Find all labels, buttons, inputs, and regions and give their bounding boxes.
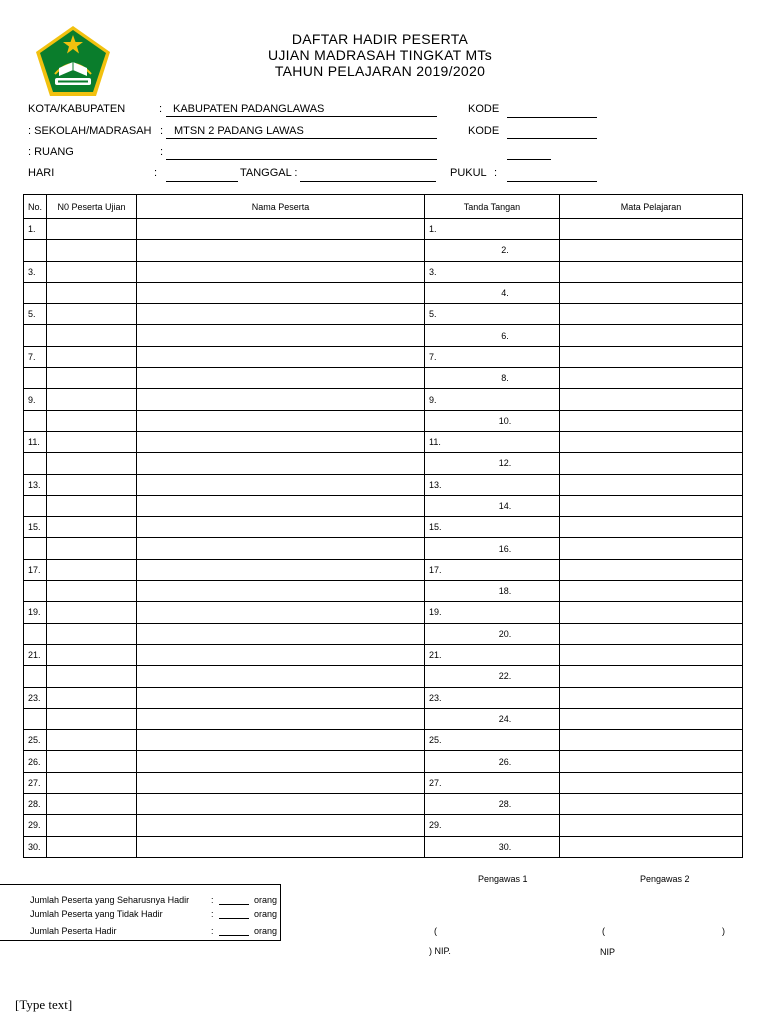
cell-tanda-tangan: 7. <box>425 346 560 367</box>
cell-no-peserta <box>47 219 137 240</box>
cell-no: 30. <box>24 836 47 857</box>
summary-absent-blank <box>219 909 249 919</box>
cell-mata-pelajaran <box>560 219 743 240</box>
cell-tanda-tangan: 27. <box>425 772 560 793</box>
cell-tanda-tangan: 9. <box>425 389 560 410</box>
cell-nama-peserta <box>137 368 425 389</box>
cell-mata-pelajaran <box>560 708 743 729</box>
cell-no: 28. <box>24 794 47 815</box>
cell-tanda-tangan: 3. <box>425 261 560 282</box>
pukul-field-line <box>507 181 597 182</box>
kode1-field-line <box>507 117 597 118</box>
kota-field-line <box>166 116 437 117</box>
summary-absent-colon: : <box>211 909 214 919</box>
cell-tanda-tangan: 1. <box>425 219 560 240</box>
cell-no: 23. <box>24 687 47 708</box>
cell-no <box>24 623 47 644</box>
cell-tanda-tangan: 24. <box>425 708 560 729</box>
cell-no-peserta <box>47 346 137 367</box>
header-no: No. <box>24 195 47 219</box>
pengawas-2-label: Pengawas 2 <box>640 874 690 884</box>
pengawas-1-nip: ) NIP. <box>429 946 451 956</box>
table-row <box>24 538 743 559</box>
cell-tanda-tangan: 13. <box>425 474 560 495</box>
cell-tanda-tangan: 6. <box>425 325 560 346</box>
cell-tanda-tangan: 12. <box>425 453 560 474</box>
kota-label: KOTA/KABUPATEN <box>28 103 126 115</box>
cell-mata-pelajaran <box>560 836 743 857</box>
summary-present-colon: : <box>211 926 214 936</box>
table-row <box>24 730 743 751</box>
cell-nama-peserta <box>137 623 425 644</box>
table-row <box>24 410 743 431</box>
cell-no-peserta <box>47 602 137 623</box>
kota-value: KABUPATEN PADANGLAWAS <box>173 103 325 115</box>
kode1-label: KODE <box>468 103 500 115</box>
cell-nama-peserta <box>137 772 425 793</box>
table-row <box>24 389 743 410</box>
summary-row-present <box>0 926 280 938</box>
cell-mata-pelajaran <box>560 453 743 474</box>
sekolah-field-line <box>166 138 437 139</box>
table-row <box>24 495 743 516</box>
cell-nama-peserta <box>137 602 425 623</box>
cell-no-peserta <box>47 389 137 410</box>
cell-tanda-tangan: 30. <box>425 836 560 857</box>
cell-nama-peserta <box>137 517 425 538</box>
cell-no <box>24 453 47 474</box>
cell-nama-peserta <box>137 815 425 836</box>
header-tanda-tangan: Tanda Tangan <box>425 195 560 219</box>
cell-no: 7. <box>24 346 47 367</box>
kota-colon: : <box>159 103 163 115</box>
header-nama-peserta: Nama Peserta <box>137 195 425 219</box>
table-row <box>24 431 743 452</box>
cell-nama-peserta <box>137 836 425 857</box>
cell-no: 5. <box>24 304 47 325</box>
table-row <box>24 815 743 836</box>
cell-no-peserta <box>47 261 137 282</box>
kemenag-emblem-icon <box>33 24 113 98</box>
cell-tanda-tangan: 4. <box>425 282 560 303</box>
cell-mata-pelajaran <box>560 368 743 389</box>
cell-mata-pelajaran <box>560 431 743 452</box>
cell-nama-peserta <box>137 559 425 580</box>
pengawas-1-label: Pengawas 1 <box>478 874 528 884</box>
cell-no-peserta <box>47 538 137 559</box>
cell-mata-pelajaran <box>560 474 743 495</box>
table-row <box>24 474 743 495</box>
table-row <box>24 836 743 857</box>
cell-nama-peserta <box>137 240 425 261</box>
cell-nama-peserta <box>137 431 425 452</box>
cell-mata-pelajaran <box>560 730 743 751</box>
cell-no-peserta <box>47 410 137 431</box>
kode2-field-line <box>507 138 597 139</box>
cell-nama-peserta <box>137 687 425 708</box>
cell-no-peserta <box>47 495 137 516</box>
cell-no-peserta <box>47 751 137 772</box>
table-row <box>24 219 743 240</box>
cell-mata-pelajaran <box>560 815 743 836</box>
cell-no-peserta <box>47 836 137 857</box>
table-row <box>24 261 743 282</box>
sekolah-label: : SEKOLAH/MADRASAH <box>28 125 152 137</box>
cell-no-peserta <box>47 623 137 644</box>
cell-no-peserta <box>47 240 137 261</box>
cell-tanda-tangan: 26. <box>425 751 560 772</box>
sekolah-value: MTSN 2 PADANG LAWAS <box>174 125 304 137</box>
cell-nama-peserta <box>137 581 425 602</box>
cell-no: 15. <box>24 517 47 538</box>
cell-nama-peserta <box>137 453 425 474</box>
cell-tanda-tangan: 23. <box>425 687 560 708</box>
cell-no <box>24 410 47 431</box>
cell-tanda-tangan: 19. <box>425 602 560 623</box>
table-row <box>24 368 743 389</box>
hari-label: HARI <box>28 167 55 179</box>
cell-no-peserta <box>47 794 137 815</box>
cell-mata-pelajaran <box>560 751 743 772</box>
cell-no-peserta <box>47 304 137 325</box>
cell-no-peserta <box>47 708 137 729</box>
table-row <box>24 517 743 538</box>
cell-no-peserta <box>47 581 137 602</box>
cell-no: 29. <box>24 815 47 836</box>
cell-no <box>24 325 47 346</box>
cell-mata-pelajaran <box>560 581 743 602</box>
cell-tanda-tangan: 15. <box>425 517 560 538</box>
summary-expected-blank <box>219 895 249 905</box>
document-title <box>200 31 560 79</box>
cell-tanda-tangan: 18. <box>425 581 560 602</box>
tanggal-field-line <box>300 181 436 182</box>
table-row <box>24 751 743 772</box>
table-row <box>24 623 743 644</box>
cell-nama-peserta <box>137 730 425 751</box>
cell-tanda-tangan: 8. <box>425 368 560 389</box>
cell-mata-pelajaran <box>560 410 743 431</box>
cell-tanda-tangan: 10. <box>425 410 560 431</box>
cell-no-peserta <box>47 772 137 793</box>
header-mata-pelajaran: Mata Pelajaran <box>560 195 743 219</box>
cell-no <box>24 666 47 687</box>
cell-tanda-tangan: 17. <box>425 559 560 580</box>
ruang-colon: : <box>160 146 164 158</box>
cell-no: 25. <box>24 730 47 751</box>
pengawas-2-close-paren: ) <box>722 926 725 936</box>
cell-no-peserta <box>47 666 137 687</box>
cell-no-peserta <box>47 687 137 708</box>
cell-nama-peserta <box>137 346 425 367</box>
cell-no-peserta <box>47 517 137 538</box>
cell-mata-pelajaran <box>560 389 743 410</box>
cell-mata-pelajaran <box>560 666 743 687</box>
table-row <box>24 282 743 303</box>
kode2-label: KODE <box>468 125 500 137</box>
title-line-2: UJIAN MADRASAH TINGKAT MTs <box>267 47 493 63</box>
cell-mata-pelajaran <box>560 346 743 367</box>
cell-no: 27. <box>24 772 47 793</box>
cell-no: 1. <box>24 219 47 240</box>
table-row <box>24 304 743 325</box>
cell-mata-pelajaran <box>560 687 743 708</box>
cell-no <box>24 708 47 729</box>
table-header-row <box>24 195 743 219</box>
cell-tanda-tangan: 22. <box>425 666 560 687</box>
cell-no-peserta <box>47 282 137 303</box>
table-row <box>24 325 743 346</box>
title-line-3: TAHUN PELAJARAN 2019/2020 <box>274 63 486 79</box>
summary-expected-colon: : <box>211 895 214 905</box>
cell-nama-peserta <box>137 261 425 282</box>
cell-mata-pelajaran <box>560 559 743 580</box>
cell-nama-peserta <box>137 410 425 431</box>
cell-nama-peserta <box>137 751 425 772</box>
cell-no-peserta <box>47 431 137 452</box>
cell-no-peserta <box>47 474 137 495</box>
cell-tanda-tangan: 11. <box>425 431 560 452</box>
cell-no <box>24 495 47 516</box>
summary-row-expected <box>0 895 280 907</box>
tanggal-label: TANGGAL : <box>240 167 298 179</box>
cell-mata-pelajaran <box>560 794 743 815</box>
summary-present-label: Jumlah Peserta Hadir <box>30 926 117 936</box>
summary-absent-unit: orang <box>254 909 278 919</box>
table-row <box>24 644 743 665</box>
cell-mata-pelajaran <box>560 304 743 325</box>
cell-tanda-tangan: 2. <box>425 240 560 261</box>
cell-no <box>24 282 47 303</box>
cell-no-peserta <box>47 453 137 474</box>
cell-nama-peserta <box>137 474 425 495</box>
cell-no: 26. <box>24 751 47 772</box>
cell-mata-pelajaran <box>560 325 743 346</box>
pukul-colon: : <box>494 167 498 179</box>
pengawas-2-open-paren: ( <box>602 926 605 936</box>
cell-nama-peserta <box>137 389 425 410</box>
cell-tanda-tangan: 16. <box>425 538 560 559</box>
cell-mata-pelajaran <box>560 772 743 793</box>
cell-mata-pelajaran <box>560 282 743 303</box>
cell-nama-peserta <box>137 219 425 240</box>
attendance-table <box>23 194 743 858</box>
cell-nama-peserta <box>137 644 425 665</box>
cell-no: 17. <box>24 559 47 580</box>
cell-tanda-tangan: 14. <box>425 495 560 516</box>
table-row <box>24 772 743 793</box>
pengawas-1-open-paren: ( <box>434 926 437 936</box>
summary-present-unit: orang <box>254 926 278 936</box>
pukul-label: PUKUL <box>450 167 487 179</box>
table-row <box>24 346 743 367</box>
cell-tanda-tangan: 20. <box>425 623 560 644</box>
cell-tanda-tangan: 29. <box>425 815 560 836</box>
cell-mata-pelajaran <box>560 644 743 665</box>
cell-mata-pelajaran <box>560 240 743 261</box>
cell-nama-peserta <box>137 666 425 687</box>
cell-no-peserta <box>47 815 137 836</box>
cell-no <box>24 581 47 602</box>
hari-colon: : <box>154 167 158 179</box>
cell-nama-peserta <box>137 325 425 346</box>
hari-field-line <box>166 181 238 182</box>
sekolah-colon: : <box>160 125 164 137</box>
cell-no: 3. <box>24 261 47 282</box>
cell-no: 21. <box>24 644 47 665</box>
ruang-label: : RUANG <box>28 146 74 158</box>
cell-no <box>24 240 47 261</box>
cell-nama-peserta <box>137 282 425 303</box>
cell-mata-pelajaran <box>560 623 743 644</box>
cell-nama-peserta <box>137 495 425 516</box>
table-row <box>24 602 743 623</box>
table-row <box>24 240 743 261</box>
cell-no: 13. <box>24 474 47 495</box>
cell-mata-pelajaran <box>560 261 743 282</box>
table-row <box>24 581 743 602</box>
cell-mata-pelajaran <box>560 517 743 538</box>
pengawas-2-nip: NIP <box>600 947 616 957</box>
summary-row-absent <box>0 909 280 921</box>
cell-nama-peserta <box>137 794 425 815</box>
footer-placeholder-text: [Type text] <box>15 997 73 1012</box>
cell-nama-peserta <box>137 304 425 325</box>
title-line-1: DAFTAR HADIR PESERTA <box>291 31 469 47</box>
cell-nama-peserta <box>137 708 425 729</box>
cell-no <box>24 538 47 559</box>
cell-mata-pelajaran <box>560 538 743 559</box>
cell-no: 19. <box>24 602 47 623</box>
cell-tanda-tangan: 5. <box>425 304 560 325</box>
table-row <box>24 453 743 474</box>
summary-absent-label: Jumlah Peserta yang Tidak Hadir <box>30 909 163 919</box>
cell-no: 11. <box>24 431 47 452</box>
table-row <box>24 687 743 708</box>
ruang-code-line <box>507 159 551 160</box>
summary-present-blank <box>219 926 249 936</box>
cell-nama-peserta <box>137 538 425 559</box>
attendance-summary-box <box>0 884 281 941</box>
cell-tanda-tangan: 25. <box>425 730 560 751</box>
table-row <box>24 666 743 687</box>
cell-no-peserta <box>47 368 137 389</box>
cell-no-peserta <box>47 559 137 580</box>
cell-no-peserta <box>47 644 137 665</box>
summary-expected-unit: orang <box>254 895 278 905</box>
cell-no-peserta <box>47 325 137 346</box>
cell-no-peserta <box>47 730 137 751</box>
table-row <box>24 559 743 580</box>
cell-no <box>24 368 47 389</box>
table-row <box>24 708 743 729</box>
cell-mata-pelajaran <box>560 495 743 516</box>
ruang-field-line <box>166 159 437 160</box>
summary-expected-label: Jumlah Peserta yang Seharusnya Hadir <box>30 895 190 905</box>
cell-no: 9. <box>24 389 47 410</box>
table-row <box>24 794 743 815</box>
header-no-peserta: N0 Peserta Ujian <box>47 195 137 219</box>
cell-tanda-tangan: 21. <box>425 644 560 665</box>
cell-tanda-tangan: 28. <box>425 794 560 815</box>
cell-mata-pelajaran <box>560 602 743 623</box>
